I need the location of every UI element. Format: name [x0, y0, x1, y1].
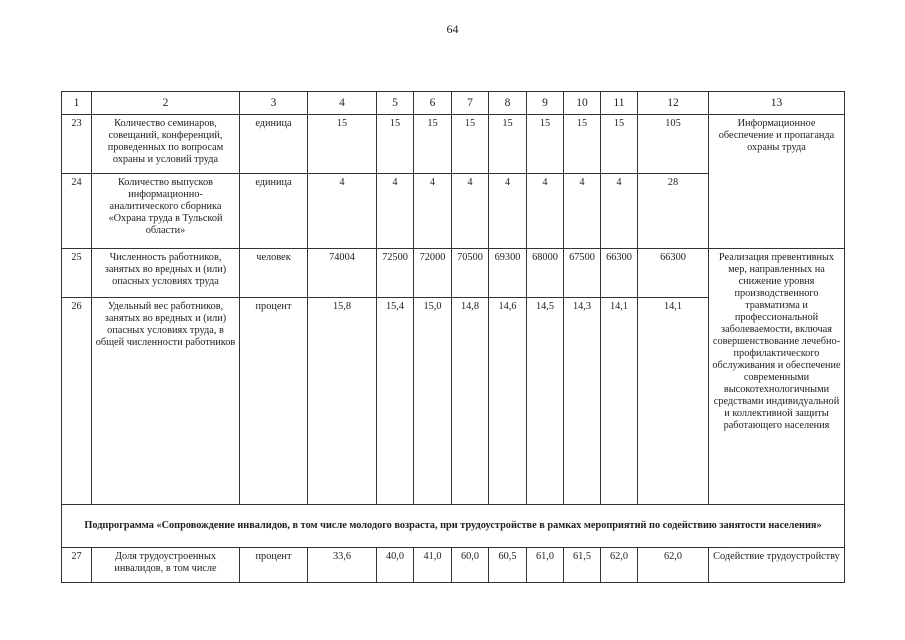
value-cell: 61,0	[527, 548, 564, 583]
header-cell: 8	[489, 92, 527, 115]
value-cell: 14,8	[452, 298, 489, 505]
indicator-name: Численность работников, занятых во вредных и (или) опасных условиях труда	[92, 249, 240, 298]
value-cell: 66300	[638, 249, 709, 298]
value-cell: 61,5	[564, 548, 601, 583]
value-cell: 15	[489, 115, 527, 174]
value-cell: 15	[414, 115, 452, 174]
header-cell: 6	[414, 92, 452, 115]
value-cell: 67500	[564, 249, 601, 298]
value-cell: 14,5	[527, 298, 564, 505]
header-cell: 1	[62, 92, 92, 115]
header-cell: 13	[709, 92, 845, 115]
header-cell: 7	[452, 92, 489, 115]
indicator-name: Удельный вес работников, занятых во вредных и (или) опасных условиях труда, в общей численности работников	[92, 298, 240, 505]
note-cell: Информационное обеспечение и пропаганда охраны труда	[709, 115, 845, 249]
row-number: 23	[62, 115, 92, 174]
value-cell: 15,8	[308, 298, 377, 505]
header-cell: 5	[377, 92, 414, 115]
unit-cell: процент	[240, 298, 308, 505]
value-cell: 28	[638, 174, 709, 249]
value-cell: 4	[377, 174, 414, 249]
value-cell: 41,0	[414, 548, 452, 583]
header-cell: 12	[638, 92, 709, 115]
value-cell: 15,4	[377, 298, 414, 505]
note-cell: Содействие трудоустройству	[709, 548, 845, 583]
value-cell: 66300	[601, 249, 638, 298]
value-cell: 4	[527, 174, 564, 249]
header-cell: 4	[308, 92, 377, 115]
value-cell: 72000	[414, 249, 452, 298]
value-cell: 15	[564, 115, 601, 174]
value-cell: 4	[489, 174, 527, 249]
row-number: 25	[62, 249, 92, 298]
header-cell: 3	[240, 92, 308, 115]
value-cell: 15	[308, 115, 377, 174]
value-cell: 60,0	[452, 548, 489, 583]
value-cell: 4	[308, 174, 377, 249]
row-number: 26	[62, 298, 92, 505]
value-cell: 70500	[452, 249, 489, 298]
value-cell: 4	[564, 174, 601, 249]
value-cell: 14,6	[489, 298, 527, 505]
indicator-name: Количество выпусков информационно-аналитического сборника «Охрана труда в Тульской области»	[92, 174, 240, 249]
value-cell: 62,0	[638, 548, 709, 583]
value-cell: 69300	[489, 249, 527, 298]
subprogram-title: Подпрограмма «Сопровождение инвалидов, в том числе молодого возраста, при трудоустройстве в рамках мероприятий по содействию занятости населения»	[62, 505, 845, 548]
unit-cell: человек	[240, 249, 308, 298]
value-cell: 74004	[308, 249, 377, 298]
value-cell: 40,0	[377, 548, 414, 583]
indicator-name: Доля трудоустроенных инвалидов, в том числе	[92, 548, 240, 583]
value-cell: 15	[601, 115, 638, 174]
value-cell: 105	[638, 115, 709, 174]
value-cell: 72500	[377, 249, 414, 298]
header-cell: 9	[527, 92, 564, 115]
value-cell: 60,5	[489, 548, 527, 583]
value-cell: 14,1	[638, 298, 709, 505]
indicators-table	[61, 91, 845, 583]
header-cell: 2	[92, 92, 240, 115]
value-cell: 4	[601, 174, 638, 249]
value-cell: 14,1	[601, 298, 638, 505]
table-header-row	[62, 92, 845, 115]
subprogram-row	[62, 505, 845, 548]
value-cell: 4	[414, 174, 452, 249]
table-row	[62, 115, 845, 174]
value-cell: 15	[527, 115, 564, 174]
table-row	[62, 249, 845, 298]
value-cell: 4	[452, 174, 489, 249]
value-cell: 68000	[527, 249, 564, 298]
table-row	[62, 548, 845, 583]
value-cell: 33,6	[308, 548, 377, 583]
unit-cell: процент	[240, 548, 308, 583]
row-number: 24	[62, 174, 92, 249]
header-cell: 10	[564, 92, 601, 115]
value-cell: 62,0	[601, 548, 638, 583]
header-cell: 11	[601, 92, 638, 115]
value-cell: 15,0	[414, 298, 452, 505]
unit-cell: единица	[240, 174, 308, 249]
page-number: 64	[446, 22, 459, 36]
value-cell: 15	[452, 115, 489, 174]
indicator-name: Количество семинаров, совещаний, конференций, проведенных по вопросам охраны и условий труда	[92, 115, 240, 174]
value-cell: 15	[377, 115, 414, 174]
row-number: 27	[62, 548, 92, 583]
unit-cell: единица	[240, 115, 308, 174]
value-cell: 14,3	[564, 298, 601, 505]
note-cell: Реализация превентивных мер, направленных на снижение уровня производственного травматизма и профессиональной заболеваемости, включая совершенствование лечебно-профилактического обслуживания и обеспечение современными высокотехнологичными средствами индивидуальной и коллективной защиты работающего населения	[709, 249, 845, 505]
